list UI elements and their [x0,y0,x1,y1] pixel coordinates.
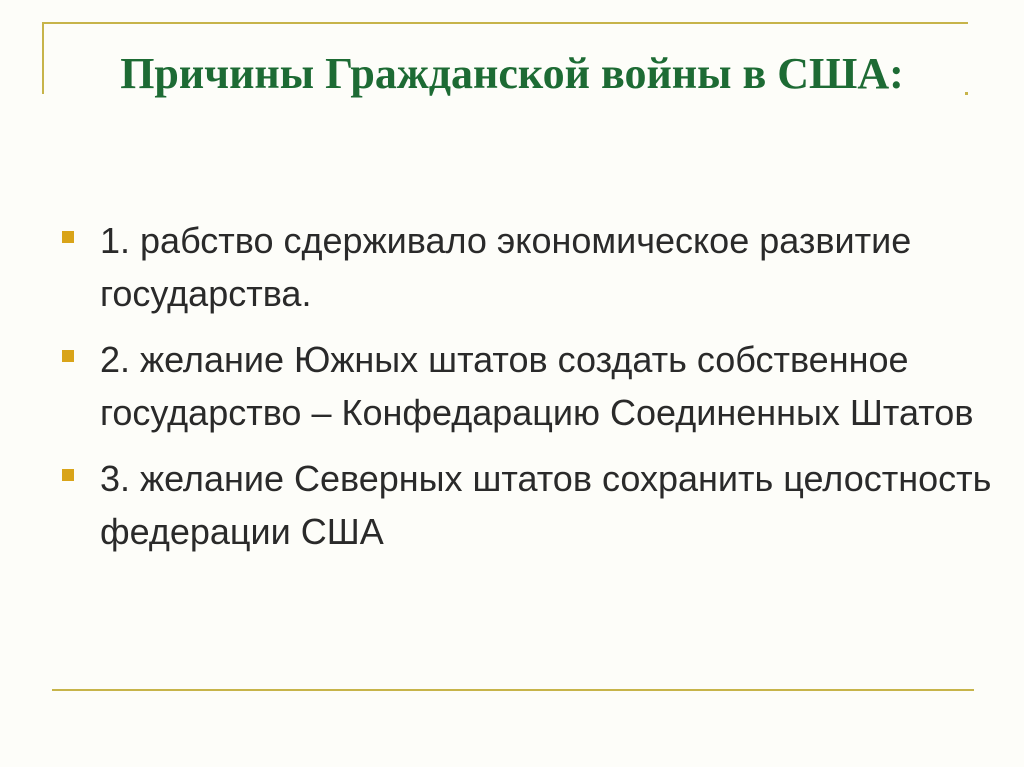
frame-bottom-line [52,689,974,691]
frame-corner-mark [965,92,968,95]
bullet-text-3: 3. желание Северных штатов сохранить целостность федерации США [100,458,992,552]
bullet-list [62,214,992,571]
bullet-item-1 [62,214,992,320]
frame-top-line [42,22,968,24]
square-bullet-icon [62,350,74,362]
bullet-text-1: 1. рабство сдерживало экономическое развитие государства. [100,220,912,314]
bullet-item-3 [62,452,992,558]
slide-title: Причины Гражданской войны в США: [120,49,904,98]
bullet-item-2 [62,333,992,439]
frame-left-line [42,22,44,94]
bullet-text-2: 2. желание Южных штатов создать собственное государство – Конфедарацию Соединенных Штатов [100,339,974,433]
square-bullet-icon [62,231,74,243]
square-bullet-icon [62,469,74,481]
